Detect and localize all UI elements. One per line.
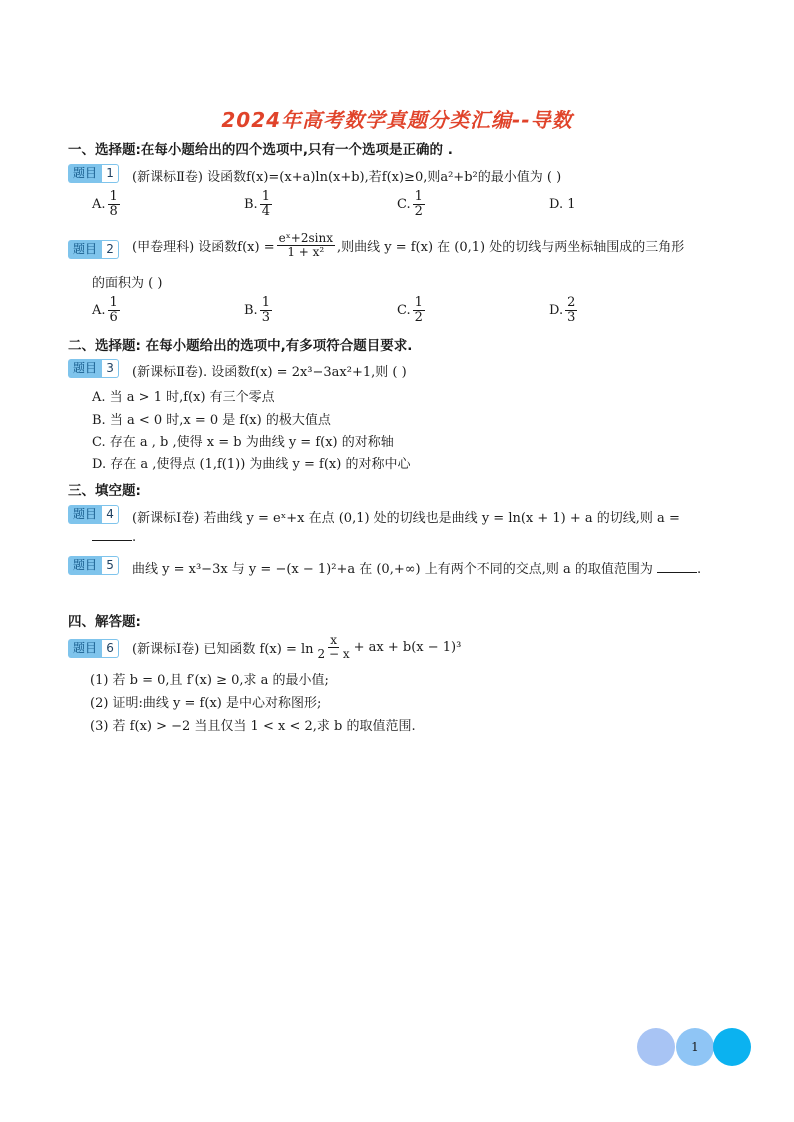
page-number: 1 bbox=[676, 1028, 714, 1066]
badge-label: 题目 bbox=[68, 639, 102, 658]
question-4-stem: (新课标Ⅰ卷) 若曲线 y = eˣ+x 在点 (0,1) 处的切线也是曲线 y = ln(x + 1) + a 的切线,则 a = bbox=[132, 511, 680, 526]
question-badge-5 bbox=[68, 556, 119, 575]
answer-blank bbox=[657, 562, 697, 573]
question-badge-2 bbox=[68, 240, 119, 259]
section-heading-solve: 四、解答题: bbox=[68, 614, 141, 630]
badge-label: 题目 bbox=[68, 505, 102, 524]
q3-option-c: C. 存在 a , b ,使得 x = b 为曲线 y = f(x) 的对称轴 bbox=[92, 435, 394, 450]
q3-option-a: A. 当 a > 1 时,f(x) 有三个零点 bbox=[92, 390, 275, 405]
badge-number: 2 bbox=[102, 240, 119, 259]
question-1-stem: (新课标Ⅱ卷) 设函数f(x)=(x+a)ln(x+b),若f(x)≥0,则a²+b²的最小值为 ( ) bbox=[132, 170, 562, 185]
question-badge-1 bbox=[68, 164, 119, 183]
q3-option-b: B. 当 a < 0 时,x = 0 是 f(x) 的极大值点 bbox=[92, 413, 331, 428]
q6-part-2: (2) 证明:曲线 y = f(x) 是中心对称图形; bbox=[90, 696, 322, 711]
badge-number: 5 bbox=[102, 556, 119, 575]
q4-answer-line: . bbox=[92, 530, 136, 545]
q3-option-d: D. 存在 a ,使得点 (1,f(1)) 为曲线 y = f(x) 的对称中心 bbox=[92, 457, 411, 472]
q1-option-d: D. 1 bbox=[549, 197, 576, 212]
q1-option-a: A. $\frac{1}{8}$ bbox=[92, 189, 118, 219]
q1-option-c: C. $\frac{1}{2}$ bbox=[397, 189, 423, 219]
badge-label: 题目 bbox=[68, 556, 102, 575]
section-heading-fill: 三、填空题: bbox=[68, 483, 141, 499]
document-title: 2024年高考数学真题分类汇编--导数 bbox=[221, 108, 573, 132]
question-badge-3 bbox=[68, 359, 119, 378]
badge-number: 3 bbox=[102, 359, 119, 378]
badge-label: 题目 bbox=[68, 359, 102, 378]
question-badge-4 bbox=[68, 505, 119, 524]
question-2-stem: (甲卷理科) 设函数f(x) = $\frac{\text{eˣ+2sinx}}{\text{1 + x²}}$ ,则曲线 y = f(x) 在 (0,1) 处的切线与两坐标轴围成的三角形 bbox=[132, 231, 685, 259]
badge-number: 4 bbox=[102, 505, 119, 524]
q2-option-b: B. $\frac{1}{3}$ bbox=[244, 295, 270, 325]
badge-label: 题目 bbox=[68, 240, 102, 259]
q2-option-c: C. $\frac{1}{2}$ bbox=[397, 295, 423, 325]
answer-blank bbox=[92, 530, 132, 541]
badge-number: 1 bbox=[102, 164, 119, 183]
q1-option-b: B. $\frac{1}{4}$ bbox=[244, 189, 270, 219]
question-3-stem: (新课标Ⅱ卷). 设函数f(x) = 2x³−3ax²+1,则 ( ) bbox=[132, 365, 407, 380]
q2-option-a: A. $\frac{1}{6}$ bbox=[92, 295, 118, 325]
badge-label: 题目 bbox=[68, 164, 102, 183]
q6-part-1: (1) 若 b = 0,且 f′(x) ≥ 0,求 a 的最小值; bbox=[90, 673, 329, 688]
question-5-stem: 曲线 y = x³−3x 与 y = −(x − 1)²+a 在 (0,+∞) 上有两个不同的交点,则 a 的取值范围为 . bbox=[132, 562, 702, 577]
badge-number: 6 bbox=[102, 639, 119, 658]
question-6-stem: (新课标Ⅰ卷) 已知函数 f(x) = ln $\frac{x}{2 - x}$ + ax + b(x − 1)³ bbox=[132, 633, 462, 661]
q6-part-3: (3) 若 f(x) > −2 当且仅当 1 < x < 2,求 b 的取值范围. bbox=[90, 719, 416, 734]
section-heading-multi: 二、选择题: 在每小题给出的选项中,有多项符合题目要求. bbox=[68, 338, 413, 354]
question-2-stem-line2: 的面积为 ( ) bbox=[92, 276, 163, 291]
q2-option-d: D. $\frac{2}{3}$ bbox=[549, 295, 576, 325]
question-badge-6 bbox=[68, 639, 119, 658]
section-heading-choice: 一、选择题:在每小题给出的四个选项中,只有一个选项是正确的 . bbox=[68, 142, 453, 158]
page-deco-circle-left bbox=[637, 1028, 675, 1066]
page-deco-circle-right bbox=[713, 1028, 751, 1066]
